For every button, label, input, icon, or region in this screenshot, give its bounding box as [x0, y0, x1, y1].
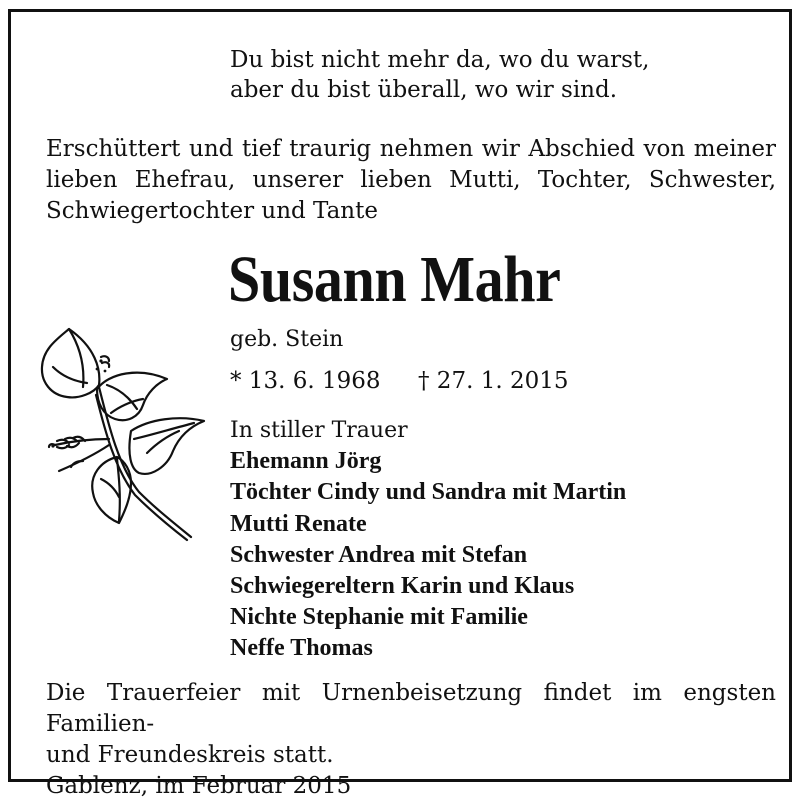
- mourner-name: Neffe Thomas: [230, 635, 373, 662]
- obituary-frame: [8, 9, 792, 799]
- birth-date: * 13. 6. 1968: [230, 368, 381, 394]
- intro-line-1: Erschüttert und tief traurig nehmen wir Abschied von meiner: [46, 136, 776, 162]
- poem-verse: [230, 45, 649, 105]
- place-and-date: Gablenz, im Februar 2015: [46, 773, 352, 799]
- maiden-name: geb. Stein: [230, 327, 344, 352]
- mourner-name: Schwiegereltern Karin und Klaus: [230, 573, 575, 600]
- poem-line-2: aber du bist überall, wo wir sind.: [230, 77, 618, 103]
- deceased-name: Susann Mahr: [228, 243, 561, 316]
- mourning-heading: In stiller Trauer: [230, 418, 408, 443]
- death-date: † 27. 1. 2015: [418, 368, 569, 394]
- mourner-name: Töchter Cindy und Sandra mit Martin: [230, 479, 627, 506]
- mourner-name: Nichte Stephanie mit Familie: [230, 604, 528, 631]
- closing-line-1: Die Trauerfeier mit Urnenbeisetzung findet im engsten Familien-: [46, 680, 776, 737]
- mourner-name: Schwester Andrea mit Stefan: [230, 541, 528, 568]
- poem-line-1: Du bist nicht mehr da, wo du warst,: [230, 47, 650, 73]
- mourners-list: [230, 415, 626, 665]
- intro-line-2: lieben Ehefrau, unserer lieben Mutti, Tochter, Schwester,: [46, 167, 776, 193]
- intro-line-3: Schwiegertochter und Tante: [46, 198, 378, 224]
- closing-line-2: und Freundeskreis statt.: [46, 742, 334, 768]
- calla-lily-icon: [39, 327, 211, 542]
- mourner-name: Ehemann Jörg: [230, 448, 382, 475]
- intro-paragraph: [46, 134, 776, 227]
- mourner-name: Mutti Renate: [230, 510, 367, 537]
- life-dates: [230, 366, 569, 396]
- closing-paragraph: [46, 678, 776, 802]
